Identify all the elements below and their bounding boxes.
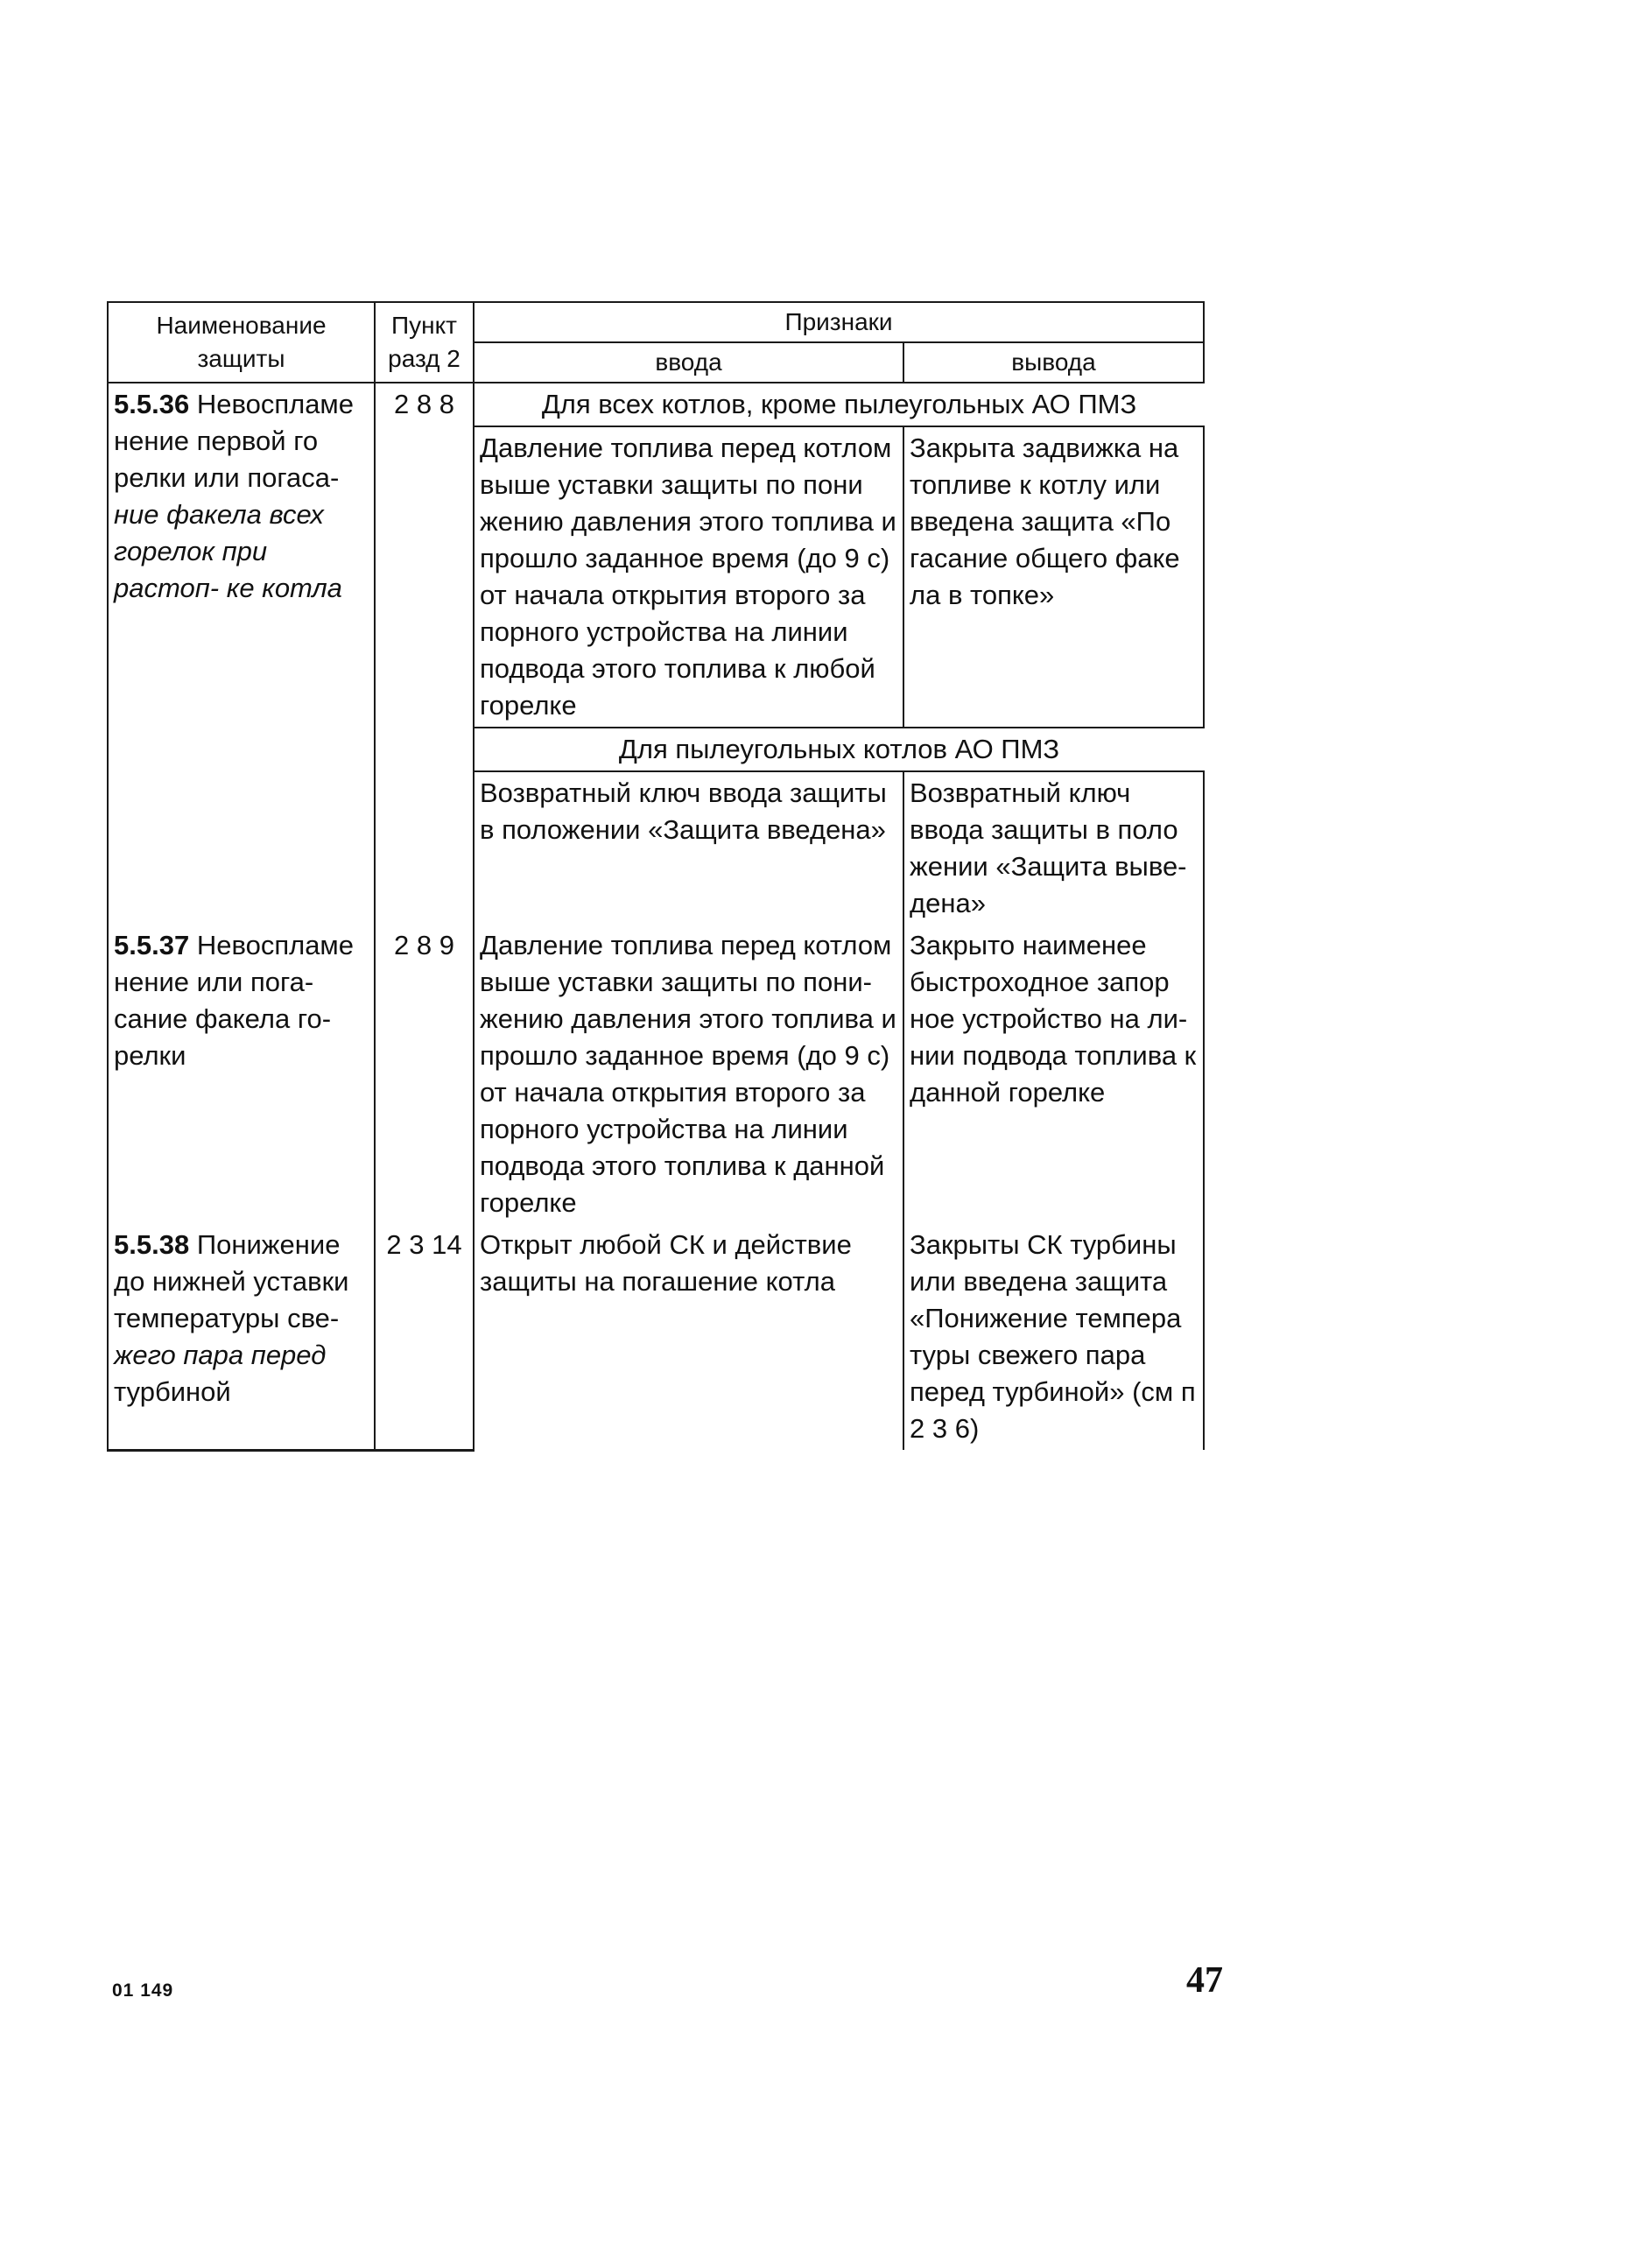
header-input: ввода — [474, 342, 903, 383]
header-output: вывода — [903, 342, 1204, 383]
page-number: 47 — [1186, 1960, 1223, 2001]
group-subheader: Для пылеугольных котлов АО ПМЗ — [474, 728, 1204, 771]
output-sign-cell: Возвратный ключ ввода защиты в поло жении «Защита выве- дена» — [903, 771, 1204, 925]
group-subheader: Для всех котлов, кроме пылеугольных АО ПМЗ — [474, 383, 1204, 426]
protection-name-text: Понижение до нижней уставки температуры све- — [114, 1229, 349, 1333]
protection-name — [108, 925, 375, 1224]
protection-name — [108, 383, 375, 925]
input-sign-cell: Давление топлива перед котлом выше уставки защиты по пони- жению давления этого топлива и прошло заданное время (до 9 с) от начала открытия второго за порного устройства на линии подвода этого топлива к данной горелке — [474, 925, 903, 1224]
punkt-cell: 2 3 14 — [375, 1224, 474, 1450]
header-signs: Признаки — [474, 302, 1204, 342]
header-name: Наименование защиты — [108, 302, 375, 383]
protection-code: 5.5.36 — [114, 389, 190, 419]
table-row — [108, 925, 1204, 1224]
protection-name-italic: ние факела всех горелок при растоп- ке котла — [114, 499, 342, 603]
protection-code: 5.5.38 — [114, 1229, 190, 1260]
protection-name — [108, 1224, 375, 1450]
protection-name-text: Невоспламе нение первой го релки или погаса- — [114, 389, 354, 493]
protection-name-tail: турбиной — [114, 1376, 231, 1407]
input-sign-cell: Возвратный ключ ввода защиты в положении «Защита введена» — [474, 771, 903, 925]
output-sign-cell: Закрыты СК турбины или введена защита «Понижение темпера туры свежего пара перед турбиной» (см п 2 3 6) — [903, 1224, 1204, 1450]
protection-name-text: Невоспламе нение или пога- сание факела го- релки — [114, 930, 354, 1071]
protection-name-italic: жего пара перед — [114, 1340, 327, 1370]
punkt-cell: 2 8 9 — [375, 925, 474, 1224]
input-sign-cell: Открыт любой СК и действие защиты на погашение котла — [474, 1224, 903, 1450]
document-code: 01 149 — [112, 1980, 174, 2001]
protection-table — [107, 301, 1205, 1452]
output-sign-cell: Закрыто наименее быстроходное запор ное устройство на ли- нии подвода топлива к данной горелке — [903, 925, 1204, 1224]
punkt-cell: 2 8 8 — [375, 383, 474, 925]
table-row — [108, 1224, 1204, 1450]
output-sign-cell: Закрыта задвижка на топливе к котлу или введена защита «По гасание общего факе ла в топке» — [903, 426, 1204, 728]
protection-code: 5.5.37 — [114, 930, 190, 960]
header-punkt: Пункт разд 2 — [375, 302, 474, 383]
table-row — [108, 383, 1204, 426]
input-sign-cell: Давление топлива перед котлом выше уставки защиты по пони жению давления этого топлива и прошло заданное время (до 9 с) от начала открытия второго за порного устройства на линии подвода этого топлива к любой горелке — [474, 426, 903, 728]
